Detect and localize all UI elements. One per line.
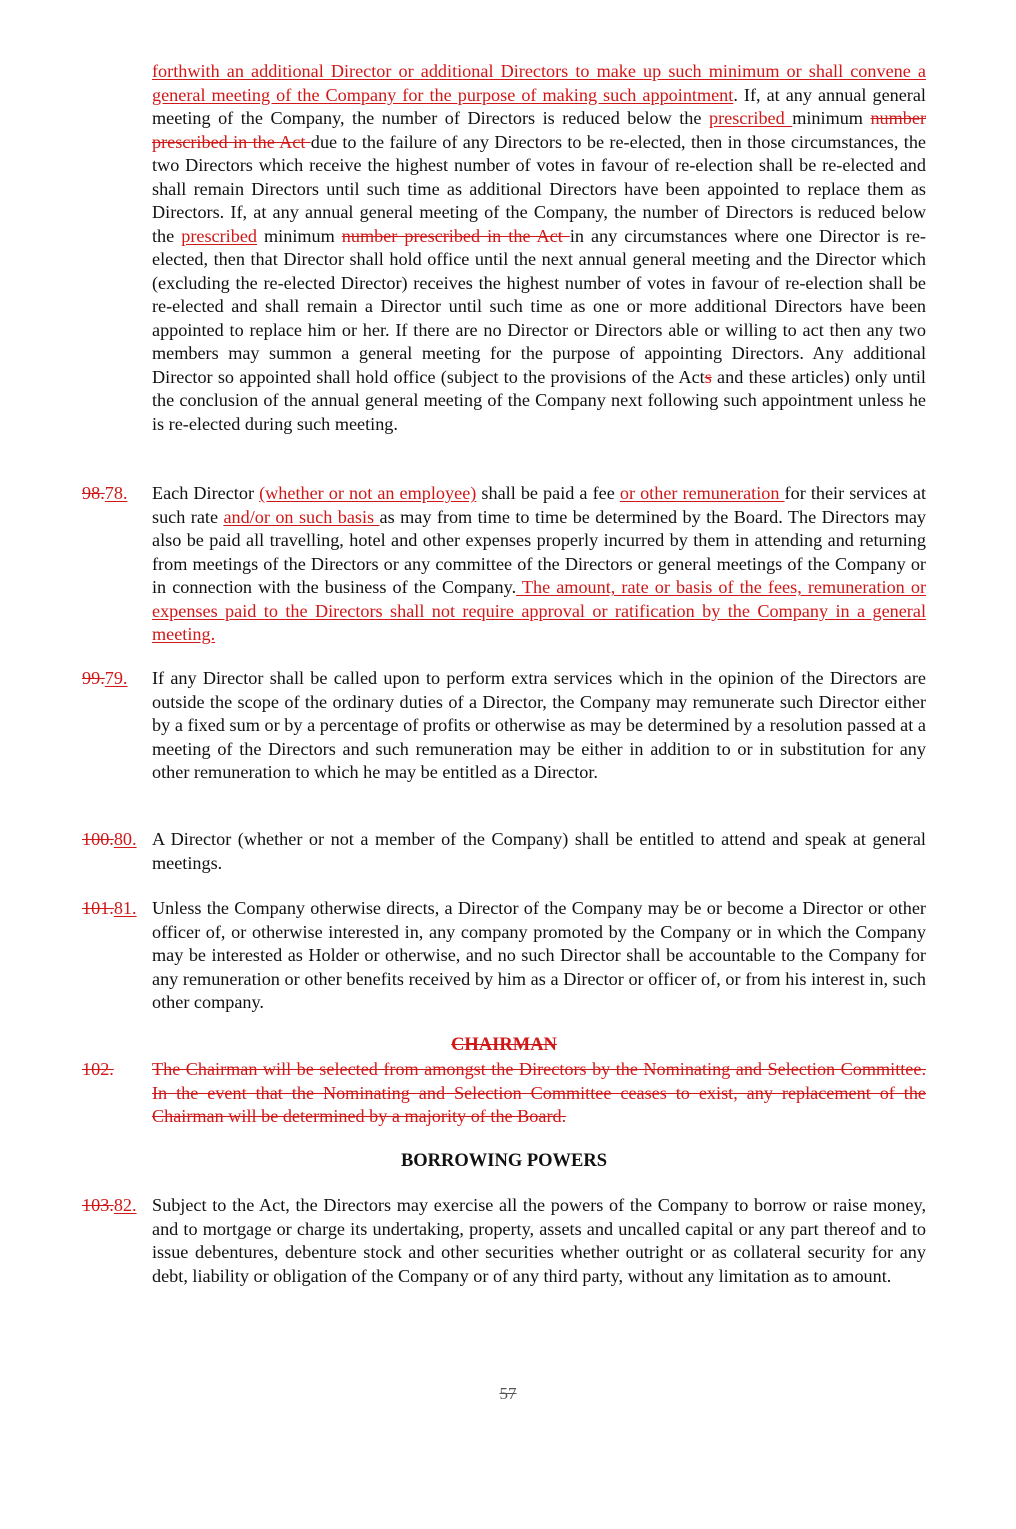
clause-79 — [82, 667, 926, 785]
old-clause-number: 100. — [82, 829, 114, 849]
clause-text — [152, 482, 926, 647]
body-text: for their services at such rate — [152, 483, 926, 527]
body-text: in any circumstances where one Director is re-elected, then that Director shall hold office until the next annual general meeting and the Director which (excluding the re-elected Director) receives the highest number of votes in favour of re-election shall be re-elected and shall remain a Director until such time as one or more additional Directors have been appointed to replace him or her. If there are no Director or Directors able or willing to act then any two members may summon a general meeting for the purpose of appointing Directors. Any additional Director so appointed shall hold office (subject to the provisions of the Act — [152, 225, 926, 387]
page-number-text: 57 — [499, 1384, 517, 1403]
clause-text: The Chairman will be selected from amongst the Directors by the Nominating and Selection Committee. In the event that the Nominating and Selection Committee ceases to exist, any replacement of the Chairman will be determined by a majority of the Board. — [152, 1059, 926, 1126]
inserted-text: forthwith an additional Director or additional Directors to make up such minimum or shall convene a general meeting of the Company for the purpose of making such appointment — [152, 61, 926, 105]
clause-text: Unless the Company otherwise directs, a Director of the Company may be or become a Director or other officer of, or otherwise interested in, any company promoted by the Company or in which the Company may be interested as Holder or otherwise, and no such Director shall be accountable to the Company for any remuneration or other benefits received by him as a Director or officer of, or from his interest in, such other company. — [152, 898, 926, 1012]
new-clause-number: 78. — [104, 483, 128, 503]
chairman-heading: CHAIRMAN — [451, 1035, 557, 1055]
clause-number — [82, 828, 137, 852]
deleted-text: number prescribed in the Act — [152, 108, 927, 152]
clause-82 — [82, 1194, 926, 1288]
clause-number — [82, 482, 127, 506]
inserted-text: and/or on such basis — [223, 506, 380, 527]
new-clause-number: 81. — [113, 898, 137, 918]
borrowing-powers-heading: BORROWING POWERS — [400, 1151, 608, 1171]
inserted-text: (whether or not an employee) — [259, 483, 477, 503]
clause-102 — [82, 1058, 926, 1129]
deleted-text: s — [704, 366, 712, 387]
body-text: Each Director — [152, 483, 260, 503]
clause-number — [82, 667, 127, 691]
old-clause-number: 99. — [82, 668, 105, 688]
body-text: minimum — [257, 225, 342, 246]
clause-text: A Director (whether or not a member of the Company) shall be entitled to attend and speak at general meetings. — [152, 829, 926, 873]
body-text: due to the failure of any Directors to be re-elected, then in those circumstances, the two Directors which receive the highest number of votes in favour of re-election shall be re-elected and shall remain Directors until such time as additional Directors have been appointed to replace them as Directors. If, at any annual general meeting of the Company, the number of Directors is reduced below the — [152, 131, 926, 246]
inserted-text: prescribed — [181, 225, 257, 246]
clause-number: 102. — [82, 1059, 114, 1079]
clause-number — [82, 897, 137, 921]
old-clause-number: 98. — [82, 483, 105, 503]
inserted-text: The amount, rate or basis of the fees, remuneration or expenses paid to the Directors shall not require approval or ratification by the Company in a general meeting. — [152, 577, 927, 644]
inserted-text: or other remuneration — [619, 483, 785, 503]
old-clause-number: 103. — [82, 1195, 114, 1215]
body-text: and these articles) only until the conclusion of the annual general meeting of the Company next following such appointment unless he is re-elected during such meeting. — [152, 366, 926, 434]
new-clause-number: 79. — [104, 668, 128, 688]
deleted-text: number prescribed in the Act — [341, 225, 570, 246]
page-number — [0, 1382, 1016, 1406]
body-text: . If, at any annual general meeting of the Company, the number of Directors is reduced below the — [152, 84, 926, 128]
body-text: minimum — [792, 108, 871, 128]
clause-80 — [82, 828, 926, 875]
clause-number — [82, 1194, 137, 1218]
body-text: shall be paid a fee — [476, 483, 620, 503]
old-clause-number: 101. — [82, 898, 114, 918]
inserted-text: prescribed — [708, 108, 793, 128]
new-clause-number: 82. — [113, 1195, 137, 1215]
new-clause-number: 80. — [113, 829, 137, 849]
clause-81 — [82, 897, 926, 1015]
continuation-paragraph — [152, 60, 926, 436]
clause-text: If any Director shall be called upon to perform extra services which in the opinion of the Directors are outside the scope of the ordinary duties of a Director, the Company may remunerate such Director either by a fixed sum or by a percentage of profits or otherwise as may be determined by a resolution passed at a meeting of the Directors and such remuneration may be either in addition to or in substitution for any other remuneration to which he may be entitled as a Director. — [152, 668, 926, 782]
clause-78 — [82, 482, 926, 647]
clause-text: Subject to the Act, the Directors may exercise all the powers of the Company to borrow or raise money, and to mortgage or charge its undertaking, property, assets and uncalled capital or any part thereof and to issue debentures, debenture stock and other securities whether outright or as collateral security for any debt, liability or obligation of the Company or of any third party, without any limitation as to amount. — [152, 1195, 926, 1286]
body-text: as may from time to time be determined by the Board. The Directors may also be paid all travelling, hotel and other expenses properly incurred by them in attending and returning from meetings of the Directors or any committee of the Directors or general meetings of the Company or in connection with the business of the Company. — [152, 506, 927, 597]
